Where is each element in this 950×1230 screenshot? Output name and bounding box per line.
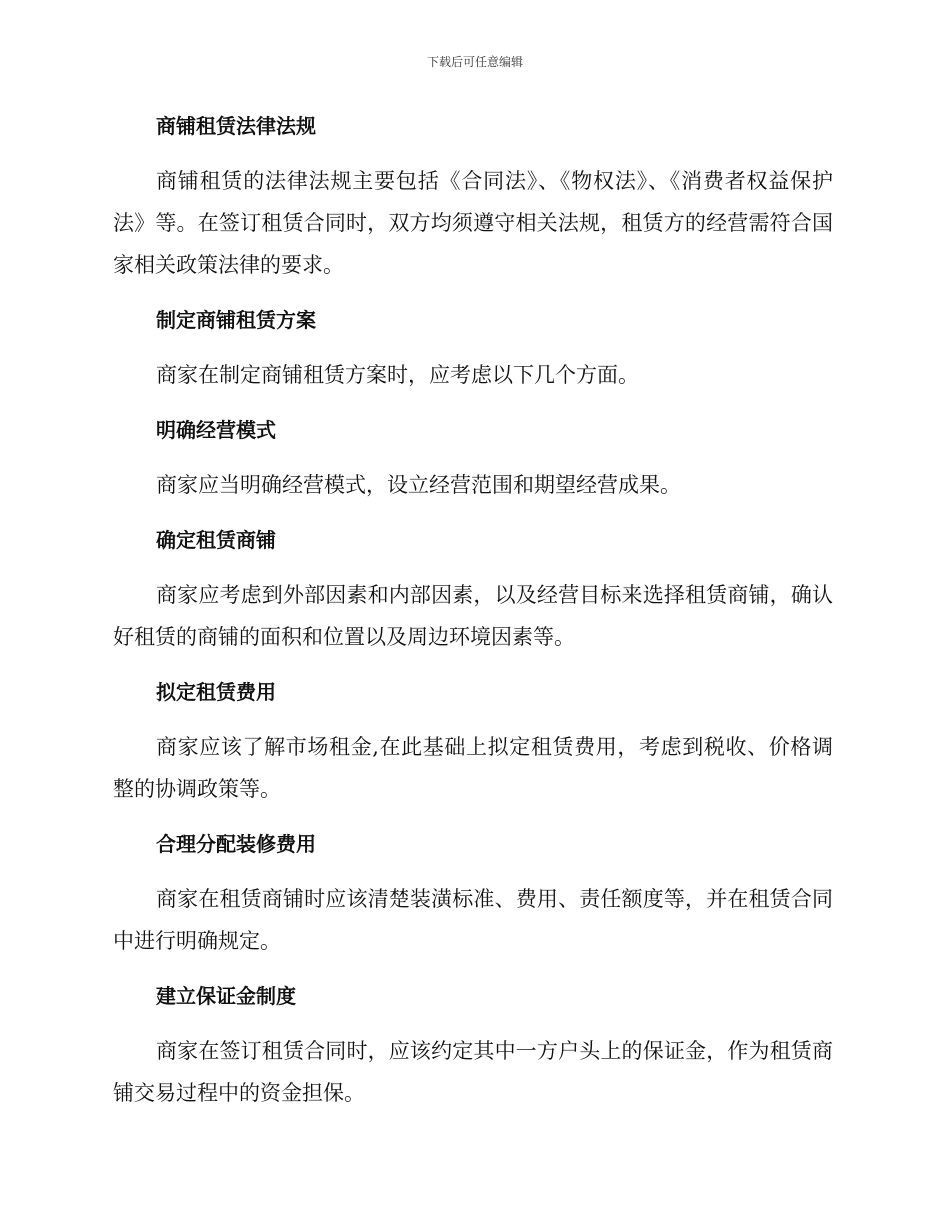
document-content xyxy=(113,110,833,1114)
section-heading: 明确经营模式 xyxy=(156,418,276,442)
section-heading: 建立保证金制度 xyxy=(156,984,296,1008)
section-choose-shop xyxy=(113,524,833,658)
section-body: 商家应当明确经营模式，设立经营范围和期望经营成果。 xyxy=(156,473,681,497)
section-heading: 拟定租赁费用 xyxy=(156,680,276,704)
section-body: 商家在签订租赁合同时，应该约定其中一方户头上的保证金，作为租赁商铺交易过程中的资金担保。 xyxy=(113,1039,833,1105)
section-rental-cost xyxy=(113,676,833,810)
section-rental-plan xyxy=(113,304,833,396)
section-body: 商家应考虑到外部因素和内部因素，以及经营目标来选择租赁商铺，确认好租赁的商铺的面积和位置以及周边环境因素等。 xyxy=(113,583,833,649)
section-heading: 制定商铺租赁方案 xyxy=(156,308,316,332)
section-legal-regulations xyxy=(113,110,833,286)
section-heading: 商铺租赁法律法规 xyxy=(156,114,316,138)
section-body: 商家应该了解市场租金,在此基础上拟定租赁费用，考虑到税收、价格调整的协调政策等。 xyxy=(113,735,833,801)
section-deposit-system xyxy=(113,980,833,1114)
section-heading: 确定租赁商铺 xyxy=(156,528,276,552)
section-heading: 合理分配装修费用 xyxy=(156,832,316,856)
section-body: 商家在租赁商铺时应该清楚装潢标准、费用、责任额度等，并在租赁合同中进行明确规定。 xyxy=(113,887,833,953)
section-body: 商铺租赁的法律法规主要包括《合同法》、《物权法》、《消费者权益保护法》等。在签订租赁合同时，双方均须遵守相关法规，租赁方的经营需符合国家相关政策法律的要求。 xyxy=(113,169,833,277)
section-business-model xyxy=(113,414,833,506)
section-renovation-cost xyxy=(113,828,833,962)
page-header-note: 下载后可任意编辑 xyxy=(426,55,523,69)
section-body: 商家在制定商铺租赁方案时，应考虑以下几个方面。 xyxy=(156,363,639,387)
